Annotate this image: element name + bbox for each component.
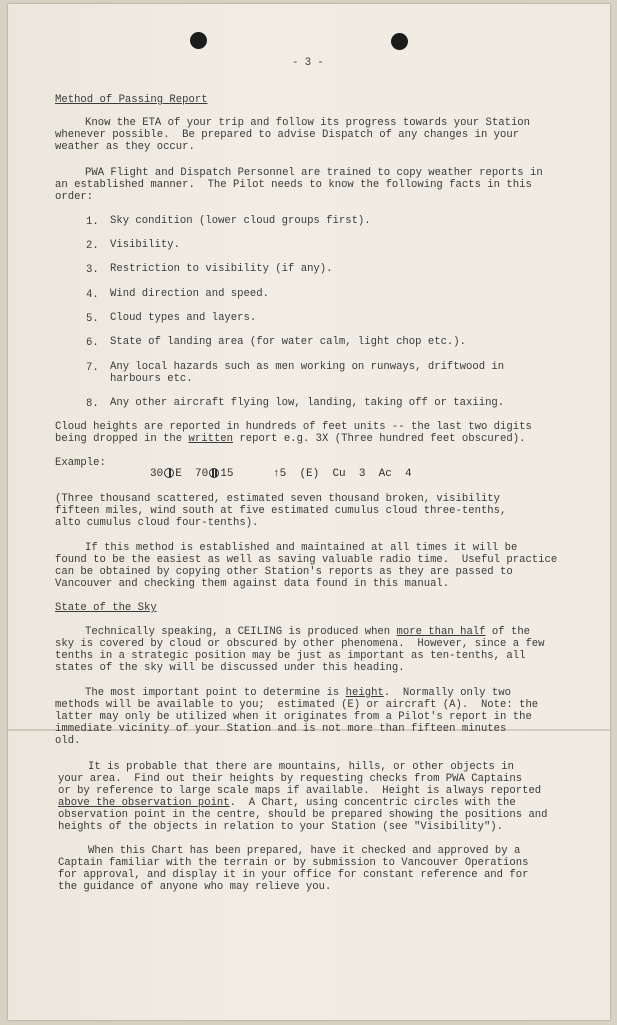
paragraph-line: Vancouver and checking them against data found in this manual. bbox=[55, 578, 450, 590]
text-run: of the bbox=[485, 626, 531, 638]
paragraph-line: states of the sky will be discussed under this heading. bbox=[55, 662, 405, 674]
scattered-coverage-icon bbox=[164, 468, 174, 478]
list-item: State of landing area (for water calm, light chop etc.). bbox=[110, 336, 467, 348]
list-number: 2. bbox=[86, 240, 99, 252]
paragraph-line: found to be the easiest as well as saving valuable radio time. Useful practice bbox=[55, 554, 558, 566]
paragraph-line: whenever possible. Be prepared to advise Dispatch of any changes in your bbox=[55, 129, 520, 141]
list-item: Any local hazards such as men working on runways, driftwood in bbox=[110, 361, 505, 373]
paragraph-line: alto cumulus cloud four-tenths). bbox=[55, 517, 259, 529]
paragraph-line: old. bbox=[55, 735, 81, 747]
weather-report-example bbox=[150, 468, 412, 480]
example-visibility: 15 bbox=[220, 468, 234, 480]
list-item: harbours etc. bbox=[110, 373, 193, 385]
binder-hole-right bbox=[391, 33, 408, 50]
list-item: Restriction to visibility (if any). bbox=[110, 263, 333, 275]
list-number: 4. bbox=[86, 289, 99, 301]
paragraph-line bbox=[55, 434, 525, 446]
list-item: Visibility. bbox=[110, 239, 180, 251]
paragraph-line: methods will be available to you; estimated (E) or aircraft (A). Note: the bbox=[55, 699, 539, 711]
paragraph-line: observation point in the centre, should be prepared showing the positions and bbox=[58, 809, 548, 821]
underlined-word-written: written bbox=[188, 433, 234, 445]
paragraph-line: or by reference to large scale maps if available. Height is always reported bbox=[58, 785, 542, 797]
underlined-phrase-more-than-half: more than half bbox=[396, 626, 486, 638]
section-heading-state-of-sky: State of the Sky bbox=[55, 602, 157, 614]
paragraph-line: your area. Find out their heights by requesting checks from PWA Captains bbox=[58, 773, 523, 785]
paragraph-line: for approval, and display it in your office for constant reference and for bbox=[58, 869, 529, 881]
example-wind-clouds: 5 (E) Cu 3 Ac 4 bbox=[279, 468, 412, 480]
paragraph-line: When this Chart has been prepared, have it checked and approved by a bbox=[88, 845, 521, 857]
paragraph-line: If this method is established and maintained at all times it will be bbox=[85, 542, 518, 554]
list-item: Wind direction and speed. bbox=[110, 288, 269, 300]
paragraph-line bbox=[58, 798, 516, 810]
paragraph-line: Know the ETA of your trip and follow its progress towards your Station bbox=[85, 117, 531, 129]
paragraph-line: an established manner. The Pilot needs to know the following facts in this bbox=[55, 179, 532, 191]
paragraph-line: the guidance of anyone who may relieve you. bbox=[58, 881, 332, 893]
paragraph-line: immediate vicinity of your Station and is not more than fifteen minutes bbox=[55, 723, 507, 735]
underlined-phrase-observation-point: above the observation point bbox=[58, 797, 230, 809]
list-number: 5. bbox=[86, 313, 99, 325]
example-estimated: E 70 bbox=[175, 468, 209, 480]
list-number: 3. bbox=[86, 264, 99, 276]
text-run: The most important point to determine is bbox=[85, 687, 346, 699]
binder-hole-left bbox=[190, 32, 207, 49]
paragraph-line: tenths in a strategic position may be just as important as ten-tenths, all bbox=[55, 650, 526, 662]
example-ceiling: 30 bbox=[150, 468, 164, 480]
paragraph-line: heights of the objects in relation to your Station (see "Visibility"). bbox=[58, 821, 504, 833]
paragraph-line: Captain familiar with the terrain or by submission to Vancouver Operations bbox=[58, 857, 529, 869]
paragraph-line: Cloud heights are reported in hundreds of feet units -- the last two digits bbox=[55, 421, 532, 433]
list-number: 8. bbox=[86, 398, 99, 410]
section-heading-method: Method of Passing Report bbox=[55, 94, 208, 106]
paragraph-line bbox=[85, 627, 530, 639]
text-run: . A Chart, using concentric circles with the bbox=[229, 797, 516, 809]
list-item: Cloud types and layers. bbox=[110, 312, 257, 324]
paragraph-line: PWA Flight and Dispatch Personnel are trained to copy weather reports in bbox=[85, 167, 543, 179]
paragraph-line: order: bbox=[55, 191, 94, 203]
list-number: 7. bbox=[86, 362, 99, 374]
list-number: 1. bbox=[86, 216, 99, 228]
underlined-word-height: height bbox=[345, 687, 384, 699]
example-label: Example: bbox=[55, 457, 106, 469]
text-run: report e.g. 3X (Three hundred feet obscured). bbox=[233, 433, 526, 445]
list-item: Sky condition (lower cloud groups first). bbox=[110, 215, 371, 227]
paragraph-line: latter may only be utilized when it originates from a Pilot's report in the bbox=[55, 711, 532, 723]
page-number: - 3 - bbox=[292, 57, 324, 69]
paragraph-line bbox=[85, 688, 511, 700]
paragraph-line: weather as they occur. bbox=[55, 141, 195, 153]
text-run: . Normally only two bbox=[383, 687, 511, 699]
wind-arrow-icon: ↑ bbox=[273, 468, 280, 480]
paragraph-line: It is probable that there are mountains, hills, or other objects in bbox=[88, 761, 514, 773]
broken-coverage-icon bbox=[209, 468, 219, 478]
paragraph-line: (Three thousand scattered, estimated seven thousand broken, visibility bbox=[55, 493, 501, 505]
paragraph-line: fifteen miles, wind south at five estimated cumulus cloud three-tenths, bbox=[55, 505, 507, 517]
text-run: being dropped in the bbox=[55, 433, 189, 445]
paragraph-line: sky is covered by cloud or obscured by other phenomena. However, since a few bbox=[55, 638, 545, 650]
paragraph-line: can be obtained by copying other Station's reports as they are passed to bbox=[55, 566, 513, 578]
text-run: Technically speaking, a CEILING is produced when bbox=[85, 626, 397, 638]
list-number: 6. bbox=[86, 337, 99, 349]
list-item: Any other aircraft flying low, landing, taking off or taxiing. bbox=[110, 397, 505, 409]
